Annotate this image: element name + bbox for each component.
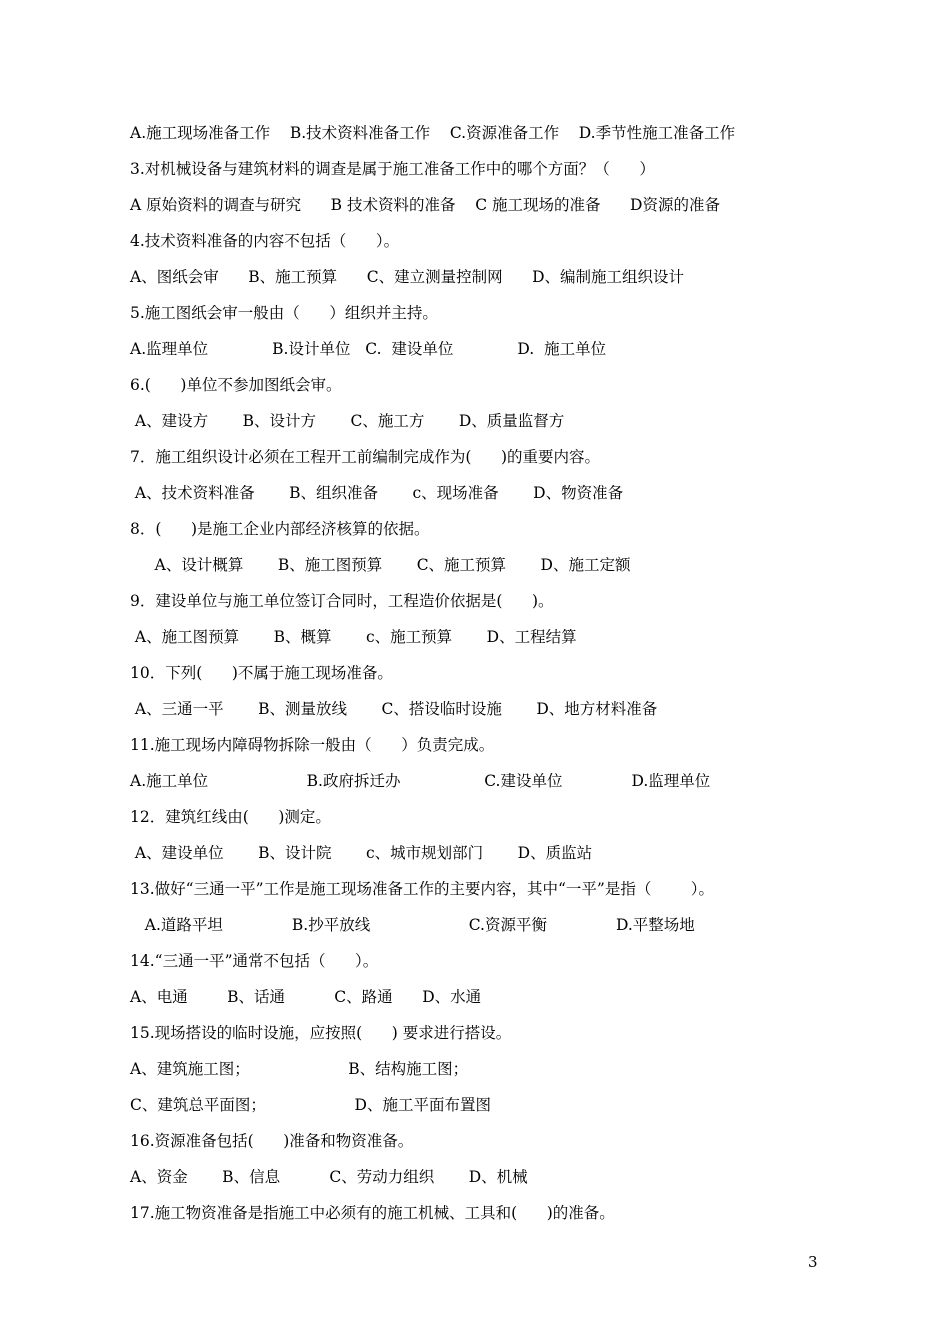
- text-line: C、建筑总平面图； D、施工平面布置图: [130, 1096, 491, 1114]
- text-line: 7．施工组织设计必须在工程开工前编制完成作为( )的重要内容。: [130, 448, 601, 466]
- text-line: 3.对机械设备与建筑材料的调查是属于施工准备工作中的哪个方面？（ ）: [130, 160, 655, 178]
- text-line: A、施工图预算 B、概算 c、施工预算 D、工程结算: [130, 628, 577, 646]
- text-line: 5.施工图纸会审一般由（ ）组织并主持。: [130, 304, 438, 322]
- text-line: 8．( )是施工企业内部经济核算的依据。: [130, 520, 430, 538]
- text-line: 16.资源准备包括( )准备和物资准备。: [130, 1132, 414, 1150]
- text-line: 6.( )单位不参加图纸会审。: [130, 376, 342, 394]
- text-line: 4.技术资料准备的内容不包括（ ）。: [130, 232, 400, 250]
- text-line: 15.现场搭设的临时设施，应按照( ) 要求进行搭设。: [130, 1024, 512, 1042]
- text-line: A、建筑施工图； B、结构施工图；: [130, 1060, 469, 1078]
- page-number: 3: [808, 1253, 818, 1271]
- text-line: A、三通一平 B、测量放线 C、搭设临时设施 D、地方材料准备: [130, 700, 658, 718]
- text-line: A、图纸会审 B、施工预算 C、建立测量控制网 D、编制施工组织设计: [130, 268, 685, 286]
- text-line: 11.施工现场内障碍物拆除一般由（ ）负责完成。: [130, 736, 495, 754]
- text-line: 14.“三通一平”通常不包括（ ）。: [130, 952, 379, 970]
- text-line: A 原始资料的调查与研究 B 技术资料的准备 C 施工现场的准备 D资源的准备: [130, 196, 720, 214]
- text-line: A.施工现场准备工作 B.技术资料准备工作 C.资源准备工作 D.季节性施工准备工作: [130, 124, 736, 142]
- text-line: A、建设单位 B、设计院 c、城市规划部门 D、质监站: [130, 844, 593, 862]
- text-line: A.道路平坦 B.抄平放线 C.资源平衡 D.平整场地: [130, 916, 695, 934]
- text-line: A、设计概算 B、施工图预算 C、施工预算 D、施工定额: [130, 556, 631, 574]
- text-line: A.施工单位 B.政府拆迁办 C.建设单位 D.监理单位: [130, 772, 711, 790]
- text-line: 9．建设单位与施工单位签订合同时，工程造价依据是( )。: [130, 592, 554, 610]
- text-line: A.监理单位 B.设计单位 C. 建设单位 D. 施工单位: [130, 340, 607, 358]
- text-line: A、建设方 B、设计方 C、施工方 D、质量监督方: [130, 412, 565, 430]
- text-line: 12．建筑红线由( )测定。: [130, 808, 331, 826]
- text-line: 13.做好“三通一平”工作是施工现场准备工作的主要内容，其中“一平”是指（ ）。: [130, 880, 715, 898]
- text-line: 17.施工物资准备是指施工中必须有的施工机械、工具和( )的准备。: [130, 1204, 615, 1222]
- text-line: A、电通 B、话通 C、路通 D、水通: [130, 988, 482, 1006]
- text-line: 10．下列( )不属于施工现场准备。: [130, 664, 393, 682]
- text-line: A、技术资料准备 B、组织准备 c、现场准备 D、物资准备: [130, 484, 624, 502]
- text-line: A、资金 B、信息 C、劳动力组织 D、机械: [130, 1168, 528, 1186]
